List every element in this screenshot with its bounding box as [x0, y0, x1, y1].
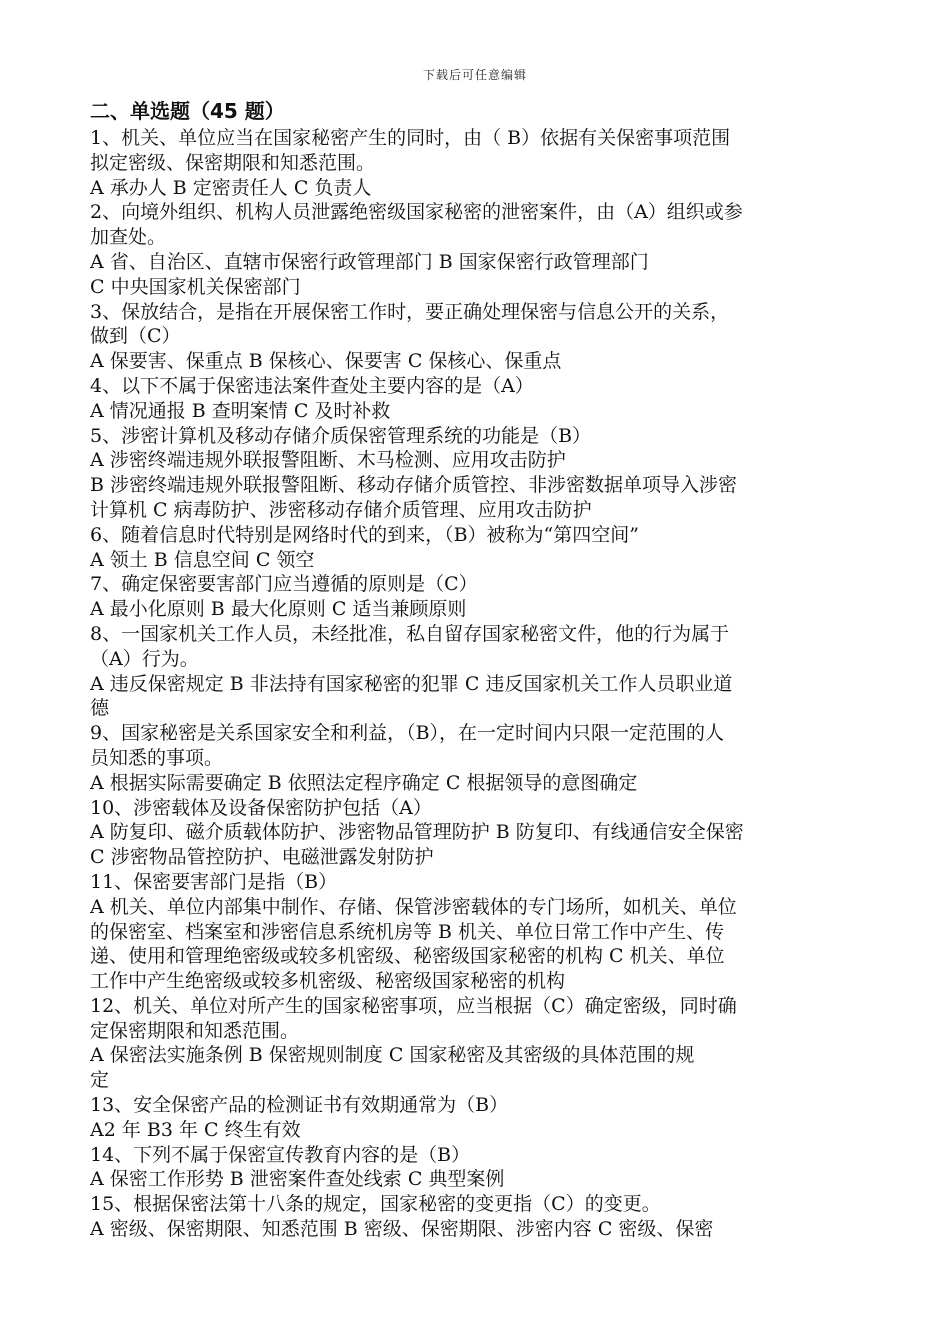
text-line: A 根据实际需要确定 B 依照法定程序确定 C 根据领导的意图确定	[90, 771, 638, 794]
text-line: 计算机 C 病毒防护、涉密移动存储介质管理、应用攻击防护	[90, 498, 592, 521]
text-line: 9、国家秘密是关系国家安全和利益，（B），在一定时间内只限一定范围的人	[90, 722, 725, 745]
text-line: A 涉密终端违规外联报警阻断、木马检测、应用攻击防护	[90, 449, 566, 472]
text-line: A 防复印、磁介质载体防护、涉密物品管理防护 B 防复印、有线通信安全保密	[90, 821, 744, 844]
text-line: 定保密期限和知悉范围。	[90, 1019, 300, 1042]
text-line: A 违反保密规定 B 非法持有国家秘密的犯罪 C 违反国家机关工作人员职业道	[90, 672, 733, 695]
page-header: 下载后可任意编辑	[422, 68, 527, 82]
text-line: 定	[90, 1069, 110, 1092]
text-line: 拟定密级、保密期限和知悉范围。	[90, 151, 376, 174]
text-line: A 保密法实施条例 B 保密规则制度 C 国家秘密及其密级的具体范围的规	[90, 1044, 695, 1067]
text-line: 工作中产生绝密级或较多机密级、秘密级国家秘密的机构	[90, 970, 566, 993]
text-line: 14、下列不属于保密宣传教育内容的是（B）	[90, 1143, 471, 1166]
question-list	[90, 126, 860, 1242]
text-line: 6、随着信息时代特别是网络时代的到来，（B）被称为“第四空间”	[90, 523, 639, 546]
text-line: 10、涉密载体及设备保密防护包括（A）	[90, 796, 432, 819]
text-line: A 领土 B 信息空间 C 领空	[90, 548, 315, 571]
text-line: 7、确定保密要害部门应当遵循的原则是（C）	[90, 573, 478, 596]
text-line: A2 年 B3 年 C 终生有效	[90, 1118, 301, 1141]
text-line: C 涉密物品管控防护、电磁泄露发射防护	[90, 846, 434, 869]
text-line: 13、安全保密产品的检测证书有效期通常为（B）	[90, 1094, 509, 1117]
text-line: 员知悉的事项。	[90, 746, 224, 769]
text-line: A 情况通报 B 查明案情 C 及时补救	[90, 399, 391, 422]
text-line: C 中央国家机关保密部门	[90, 275, 301, 298]
text-line: （A）行为。	[90, 647, 199, 670]
text-line: 做到（C）	[90, 325, 181, 348]
text-line: A 机关、单位内部集中制作、存储、保管涉密载体的专门场所，如机关、单位	[90, 895, 737, 918]
text-line: B 涉密终端违规外联报警阻断、移动存储介质管控、非涉密数据单项导入涉密	[90, 474, 738, 497]
section-title: 二、单选题（45 题）	[90, 99, 285, 123]
text-line: 的保密室、档案室和涉密信息系统机房等 B 机关、单位日常工作中产生、传	[90, 920, 725, 943]
text-line: A 最小化原则 B 最大化原则 C 适当兼顾原则	[90, 598, 467, 621]
text-line: 15、根据保密法第十八条的规定，国家秘密的变更指（C）的变更。	[90, 1193, 661, 1216]
text-line: 8、一国家机关工作人员，未经批准，私自留存国家秘密文件，他的行为属于	[90, 622, 730, 645]
text-line: 4、以下不属于保密违法案件查处主要内容的是（A）	[90, 374, 534, 397]
text-line: A 密级、保密期限、知悉范围 B 密级、保密期限、涉密内容 C 密级、保密	[90, 1218, 714, 1241]
text-line: 12、机关、单位对所产生的国家秘密事项，应当根据（C）确定密级，同时确	[90, 994, 737, 1017]
text-line: 2、向境外组织、机构人员泄露绝密级国家秘密的泄密案件，由（A）组织或参	[90, 201, 743, 224]
text-line: 递、使用和管理绝密级或较多机密级、秘密级国家秘密的机构 C 机关、单位	[90, 945, 725, 968]
text-line: 5、涉密计算机及移动存储介质保密管理系统的功能是（B）	[90, 424, 592, 447]
document-body	[90, 98, 860, 1242]
text-line: 加查处。	[90, 226, 167, 249]
text-line: 德	[90, 697, 110, 720]
text-line: 3、保放结合，是指在开展保密工作时，要正确处理保密与信息公开的关系，	[90, 300, 730, 323]
text-line: A 承办人 B 定密责任人 C 负责人	[90, 176, 372, 199]
text-line: A 保密工作形势 B 泄密案件查处线索 C 典型案例	[90, 1168, 505, 1191]
text-line: 11、保密要害部门是指（B）	[90, 870, 338, 893]
text-line: 1、机关、单位应当在国家秘密产生的同时，由（ B）依据有关保密事项范围	[90, 127, 731, 149]
text-line: A 保要害、保重点 B 保核心、保要害 C 保核心、保重点	[90, 350, 562, 373]
text-line: A 省、自治区、直辖市保密行政管理部门 B 国家保密行政管理部门	[90, 250, 649, 273]
